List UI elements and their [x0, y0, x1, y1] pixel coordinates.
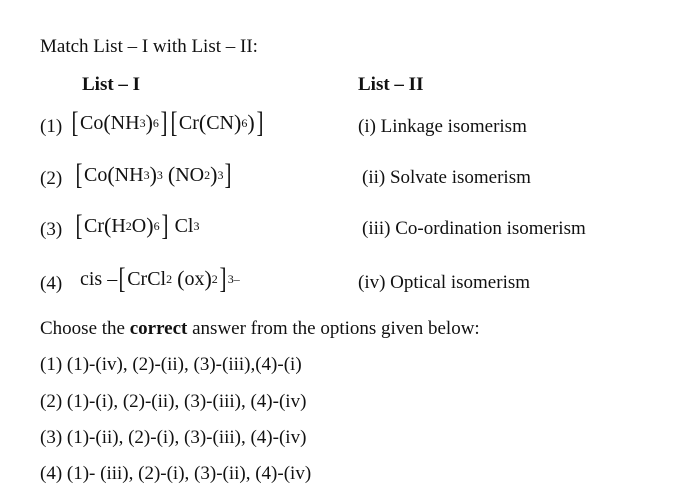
list-2-item-2: (ii) Solvate isomerism [362, 167, 531, 188]
answer-option-3: (3) (1)-(ii), (2)-(i), (3)-(iii), (4)-(iv) [40, 427, 307, 448]
list-2-item-1: (i) Linkage isomerism [358, 116, 527, 137]
choose-instruction: Choose the correct answer from the options given below: [40, 318, 480, 339]
answer-option-2: (2) (1)-(i), (2)-(ii), (3)-(iii), (4)-(iv) [40, 391, 307, 412]
list-1-item-2-number: (2) [40, 168, 63, 189]
list-1-item-2-formula: [ Co ( NH 3 ) 3 ( NO 2 ) 3 ] [75, 158, 232, 191]
list-1-item-4-formula: cis – [ CrCl 2 ( ox ) 2 ] 3– [80, 262, 240, 295]
instruction-text: Match List – I with List – II: [40, 36, 258, 57]
list-2-heading: List – II [358, 74, 424, 95]
answer-option-4: (4) (1)- (iii), (2)-(i), (3)-(ii), (4)-(iv) [40, 463, 312, 484]
list-1-item-3-formula: [ Cr ( H 2 O ) 6 ] Cl 3 [75, 209, 200, 242]
list-1-item-1-number: (1) [40, 116, 63, 137]
list-1-item-3-number: (3) [40, 219, 63, 240]
list-1-item-4-number: (4) [40, 273, 63, 294]
list-2-item-3: (iii) Co-ordination isomerism [362, 218, 586, 239]
list-2-item-4: (iv) Optical isomerism [358, 272, 531, 293]
list-1-item-1-formula: [ Co ( NH 3 ) 6 ] [ Cr ( CN ) 6 ) ] [71, 106, 264, 139]
answer-option-1: (1) (1)-(iv), (2)-(ii), (3)-(iii),(4)-(i) [40, 354, 302, 375]
choose-bold-word: correct [129, 318, 188, 339]
cis-prefix: cis – [80, 267, 118, 290]
list-1-heading: List – I [82, 74, 141, 95]
